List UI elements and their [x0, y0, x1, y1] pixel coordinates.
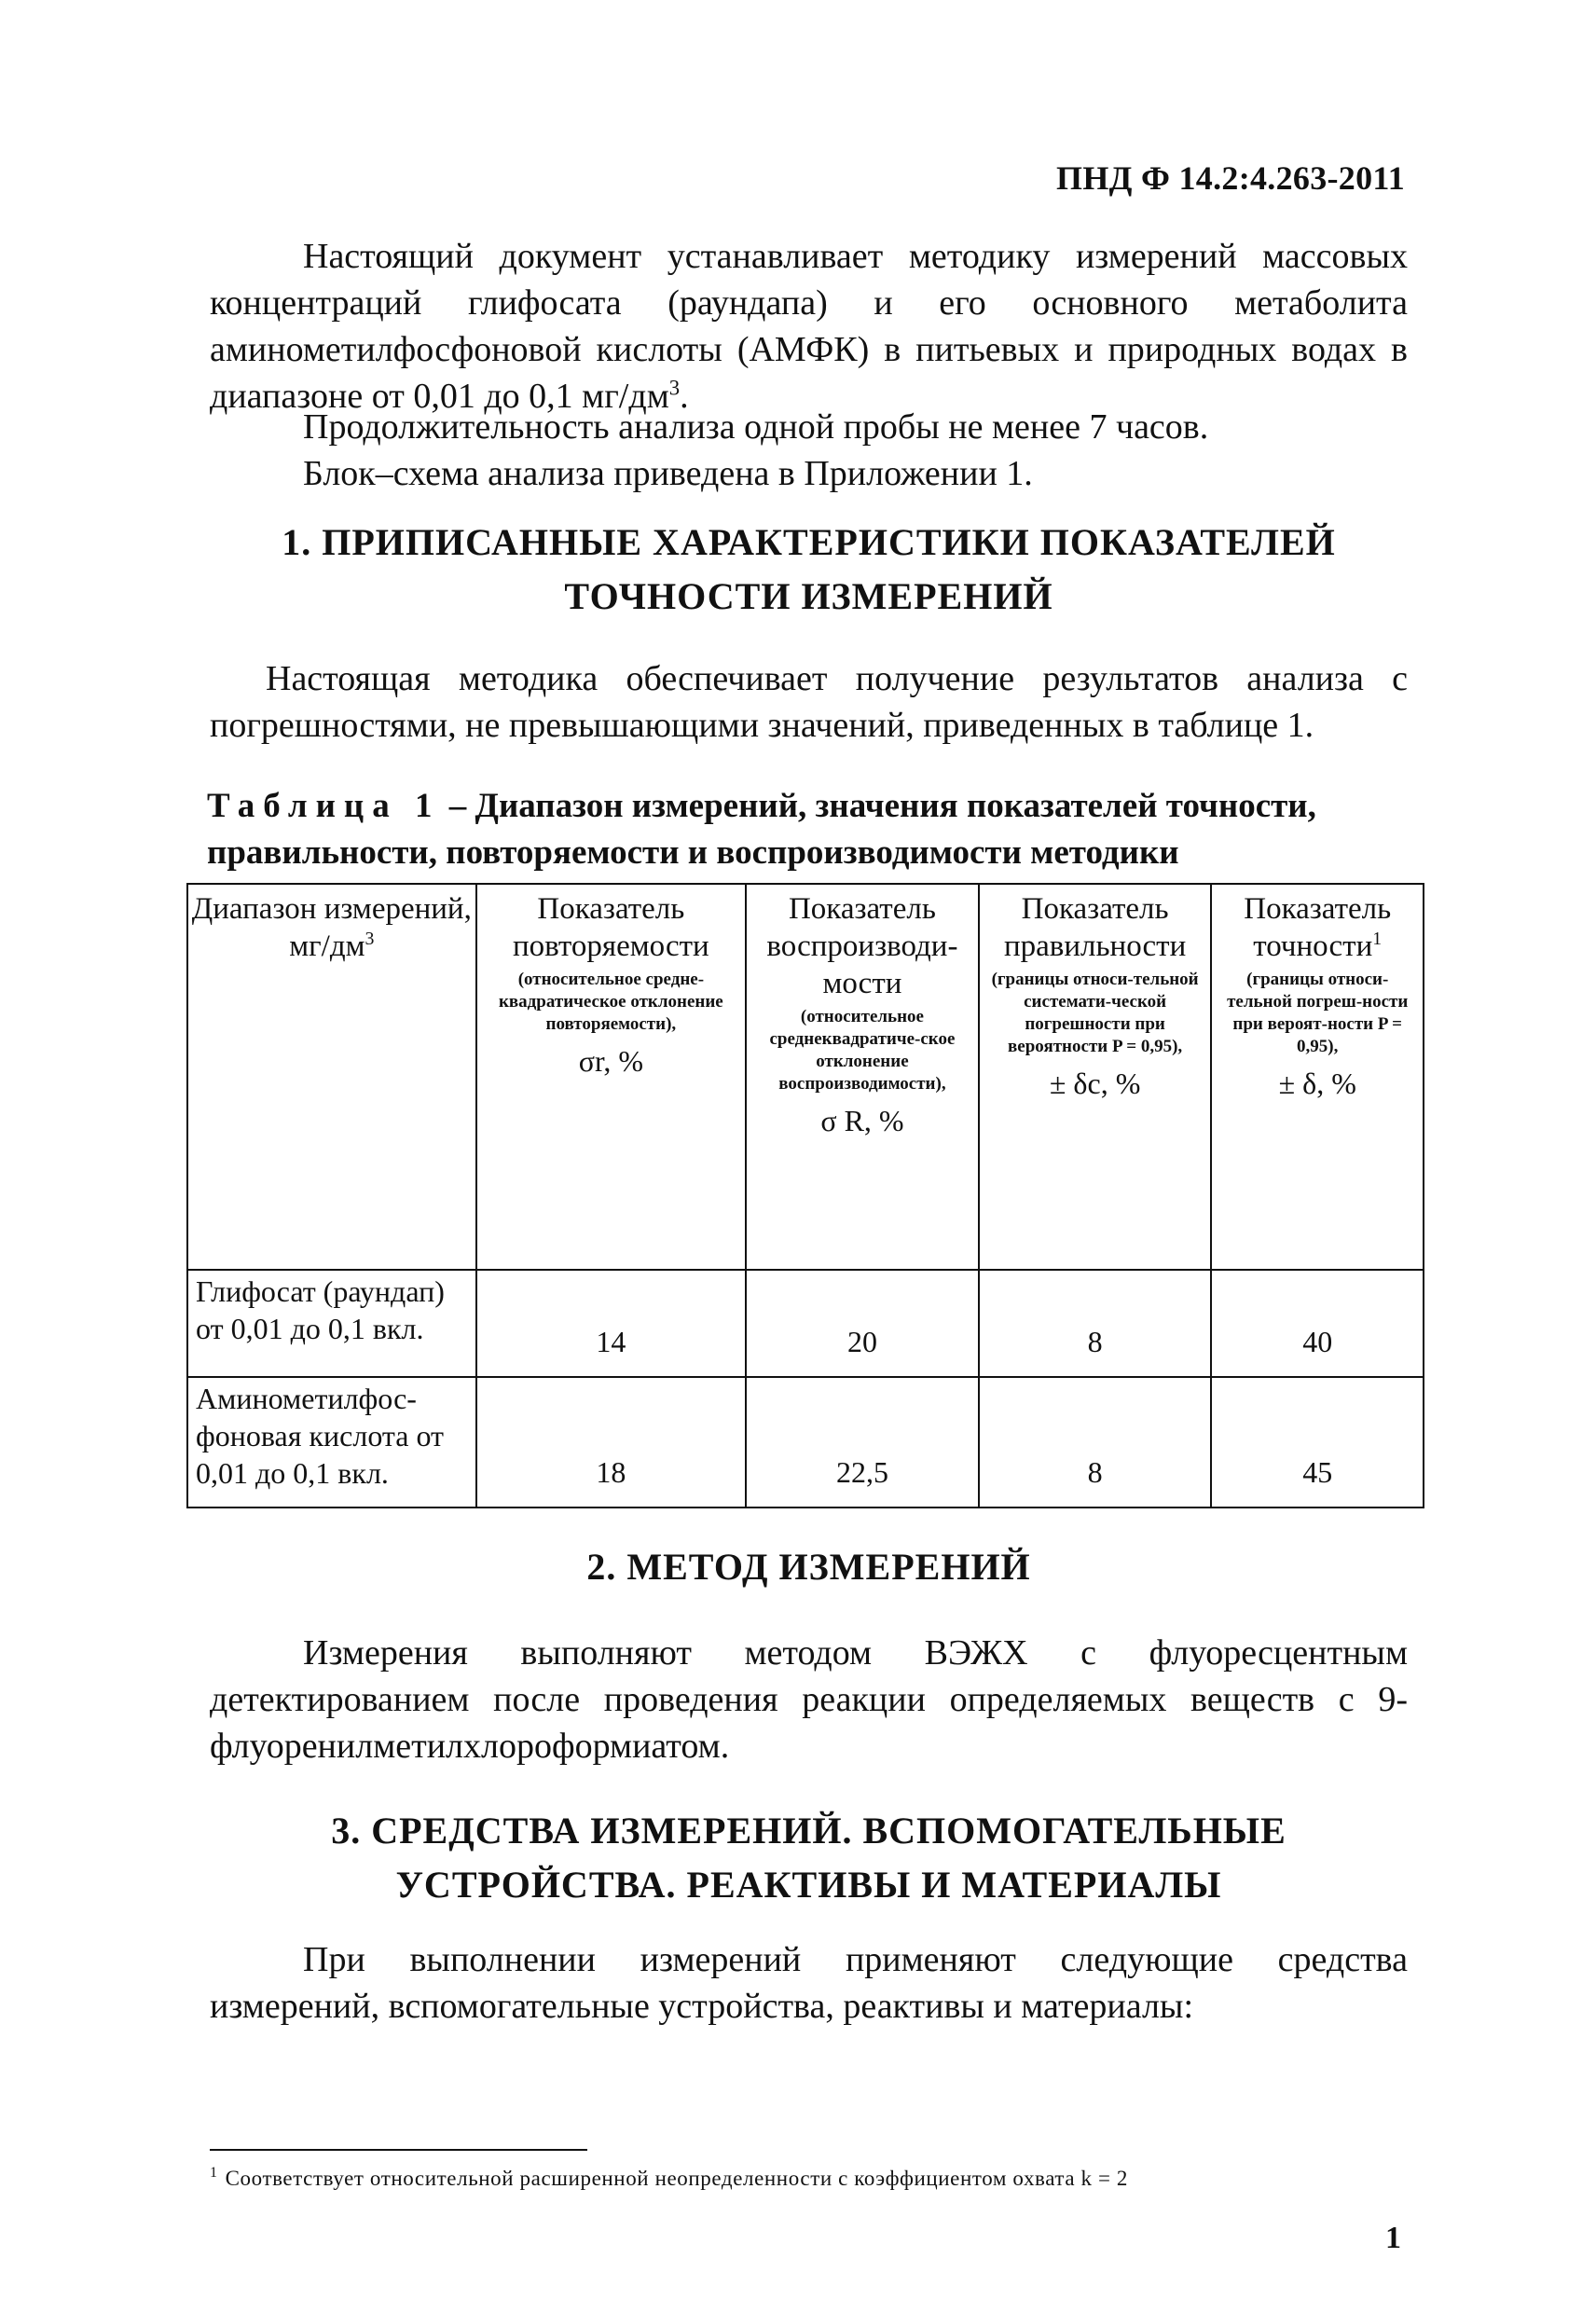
header-accuracy	[1211, 884, 1424, 1270]
section3-title-line2: УСТРОЙСТВА. РЕАКТИВЫ И МАТЕРИАЛЫ	[395, 1864, 1222, 1906]
intro-text: Настоящий документ устанавливает методику измерений массовых концентраций глифосата (раундапа) и его основного метаболита аминометилфосфоновой кислоты (АМФК) в питьевых и природных водах в диапазоне от 0,01 до 0,1 мг/дм	[210, 237, 1408, 416]
footnote-divider	[210, 2149, 587, 2151]
header-accuracy-sup: 1	[1372, 929, 1383, 949]
header-trueness-label: Показатель правильности	[1003, 892, 1187, 963]
section3-text: При выполнении измерений применяют следующие средства измерений, вспомогательные устройства, реактивы и материалы:	[210, 1940, 1408, 2026]
section2-title: 2. МЕТОД ИЗМЕРЕНИЙ	[586, 1546, 1031, 1588]
header-reproducibility-note: (относительное среднеквадратиче-ское отклонение воспроизводимости),	[769, 1007, 956, 1094]
section1-title-line2: ТОЧНОСТИ ИЗМЕРЕНИЙ	[564, 575, 1053, 617]
row-sigma-r: 18	[476, 1377, 746, 1508]
intro-sup: 3	[668, 376, 681, 400]
row-delta-c: 8	[979, 1270, 1212, 1377]
table-row	[187, 1377, 1424, 1508]
section2-text: Измерения выполняют методом ВЭЖХ с флуоресцентным детектированием после проведения реакции определяемых веществ с 9-флуоренилметилхлороформиатом.	[210, 1633, 1408, 1766]
header-repeatability-symbol: σr, %	[578, 1044, 643, 1078]
flowchart-line: Блок–схема анализа приведена в Приложении 1.	[303, 454, 1033, 493]
header-trueness-symbol: ± δc, %	[1049, 1067, 1141, 1100]
footnote	[210, 2165, 1128, 2193]
row-range: Глифосат (раундап) от 0,01 до 0,1 вкл.	[187, 1270, 476, 1377]
table1-caption	[207, 783, 1410, 876]
row-sigma-R: 22,5	[746, 1377, 979, 1508]
section3-title	[210, 1804, 1408, 1912]
section1-title-line1: 1. ПРИПИСАННЫЕ ХАРАКТЕРИСТИКИ ПОКАЗАТЕЛЕЙ	[282, 521, 1336, 563]
header-range-sup: 3	[365, 929, 375, 949]
header-range	[187, 884, 476, 1270]
table1-caption-text: – Диапазон измерений, значения показателей точности, правильности, повторяемости и воспроизводимости методики	[207, 787, 1316, 872]
document-code: ПНД Ф 14.2:4.263-2011	[1056, 159, 1405, 197]
table1-label: Таблица 1	[207, 787, 441, 825]
footnote-marker: 1	[210, 2165, 218, 2182]
header-accuracy-label: Показатель точности	[1244, 892, 1392, 963]
row-sigma-R: 20	[746, 1270, 979, 1377]
row-delta: 40	[1211, 1270, 1424, 1377]
row-range: Аминометилфос-фоновая кислота от 0,01 до 0,1 вкл.	[187, 1377, 476, 1508]
footnote-text: Соответствует относительной расширенной неопределенности с коэффициентом охвата k = 2	[225, 2167, 1128, 2190]
header-repeatability-note: (относительное средне-квадратическое отклонение повторяемости),	[498, 970, 723, 1034]
section1-title	[210, 516, 1408, 624]
accuracy-table	[186, 883, 1424, 1508]
intro-period: .	[680, 377, 689, 416]
header-accuracy-symbol: ± δ, %	[1278, 1067, 1356, 1100]
header-trueness-note: (границы относи-тельной системати-ческой погрешности при вероятности P = 0,95),	[991, 970, 1199, 1056]
header-range-label: Диапазон измерений, мг/дм	[191, 892, 472, 963]
table-header-row	[187, 884, 1424, 1270]
row-delta-c: 8	[979, 1377, 1212, 1508]
header-repeatability	[476, 884, 746, 1270]
intro-paragraph	[210, 233, 1408, 420]
header-reproducibility	[746, 884, 979, 1270]
header-repeatability-label: Показатель повторяемости	[513, 892, 709, 963]
header-trueness	[979, 884, 1212, 1270]
header-reproducibility-label: Показатель воспроизводи-мости	[766, 892, 958, 1000]
duration-line: Продолжительность анализа одной пробы не менее 7 часов.	[303, 407, 1209, 447]
page-number: 1	[1385, 2221, 1401, 2255]
header-reproducibility-symbol: σ R, %	[820, 1104, 904, 1137]
section1-text: Настоящая методика обеспечивает получение результатов анализа с погрешностями, не превышающими значений, приведенных в таблице 1.	[210, 659, 1408, 745]
header-accuracy-note: (границы относи-тельной погреш-ности при вероят-ности P = 0,95),	[1227, 970, 1409, 1056]
row-sigma-r: 14	[476, 1270, 746, 1377]
row-delta: 45	[1211, 1377, 1424, 1508]
section3-title-line1: 3. СРЕДСТВА ИЗМЕРЕНИЙ. ВСПОМОГАТЕЛЬНЫЕ	[331, 1810, 1286, 1852]
table-row	[187, 1270, 1424, 1377]
